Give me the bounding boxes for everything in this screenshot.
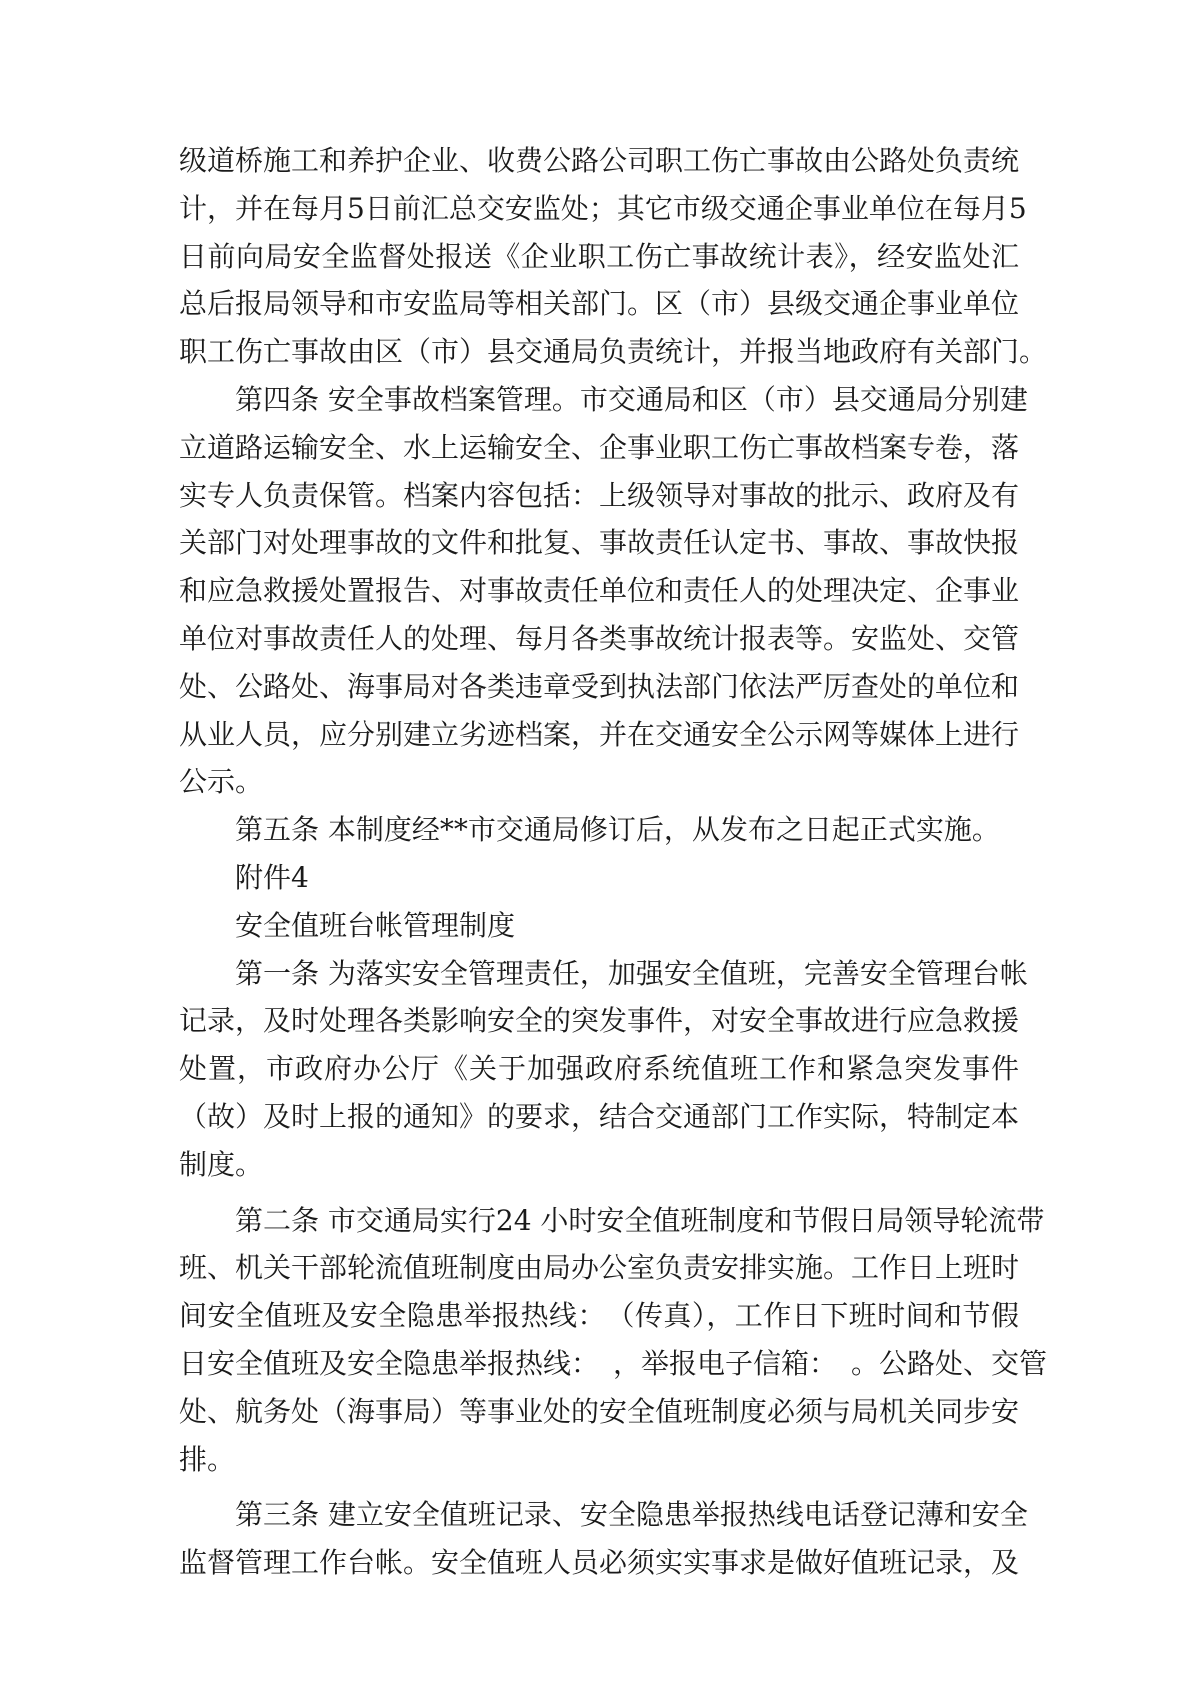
text-line: 关部门对处理事故的文件和批复、事故责任认定书、事故、事故快报 [179, 526, 1020, 560]
article-5: 第五条 本制度经**市交通局修订后，从发布之日起正式实施。 [235, 813, 1000, 847]
text-line: 从业人员，应分别建立劣迹档案，并在交通安全公示网等媒体上进行 [179, 717, 1020, 751]
attachment-label: 附件4 [235, 860, 309, 894]
text-line: 班、机关干部轮流值班制度由局办公室负责安排实施。工作日上班时 [179, 1251, 1020, 1285]
text-line: 处、航务处（海事局）等事业处的安全值班制度必须与局机关同步安 [179, 1394, 1020, 1428]
article-4-heading: 第四条 安全事故档案管理。市交通局和区（市）县交通局分别建 [235, 382, 1028, 416]
article-1-heading: 第一条 为落实安全管理责任，加强安全值班，完善安全管理台帐 [235, 956, 1028, 990]
text-line: 处、公路处、海事局对各类违章受到执法部门依法严厉查处的单位和 [179, 669, 1020, 703]
text-line: 日安全值班及安全隐患举报热线： ，举报电子信箱： 。公路处、交管 [179, 1346, 1048, 1380]
text-line: 记录，及时处理各类影响安全的突发事件，对安全事故进行应急救援 [179, 1004, 1020, 1038]
text-line: 监督管理工作台帐。安全值班人员必须实实事求是做好值班记录，及 [179, 1546, 1020, 1580]
article-2-heading: 第二条 市交通局实行24 小时安全值班制度和节假日局领导轮流带 [235, 1203, 1045, 1237]
text-line: 职工伤亡事故由区（市）县交通局负责统计，并报当地政府有关部门。 [179, 335, 1048, 369]
text-line: 排。 [179, 1442, 236, 1476]
body-text [179, 137, 1048, 1587]
text-line: （故）及时上报的通知》的要求，结合交通部门工作实际，特制定本 [179, 1099, 1020, 1133]
text-line: 计，并在每月5日前汇总交安监处；其它市级交通企事业单位在每月5 [179, 191, 1027, 225]
text-line: 处置，市政府办公厅《关于加强政府系统值班工作和紧急突发事件 [179, 1052, 1019, 1086]
text-line: 单位对事故责任人的处理、每月各类事故统计报表等。安监处、交管 [179, 621, 1020, 655]
text-line: 日前向局安全监督处报送《企业职工伤亡事故统计表》，经安监处汇 [179, 239, 1019, 273]
text-line: 总后报局领导和市安监局等相关部门。区（市）县级交通企事业单位 [179, 287, 1020, 321]
text-line: 立道路运输安全、水上运输安全、企事业职工伤亡事故档案专卷，落 [179, 430, 1020, 464]
text-line: 制度。 [179, 1147, 264, 1181]
text-line: 公示。 [179, 765, 264, 799]
article-3-heading: 第三条 建立安全值班记录、安全隐患举报热线电话登记薄和安全 [235, 1498, 1028, 1532]
text-line: 级道桥施工和养护企业、收费公路公司职工伤亡事故由公路处负责统 [179, 144, 1020, 177]
text-line: 和应急救援处置报告、对事故责任单位和责任人的处理决定、企事业 [179, 574, 1020, 608]
text-line: 间安全值班及安全隐患举报热线： （传真），工作日下班时间和节假 [179, 1299, 1019, 1333]
section-title: 安全值班台帐管理制度 [235, 908, 516, 942]
text-line: 实专人负责保管。档案内容包括：上级领导对事故的批示、政府及有 [179, 478, 1020, 512]
